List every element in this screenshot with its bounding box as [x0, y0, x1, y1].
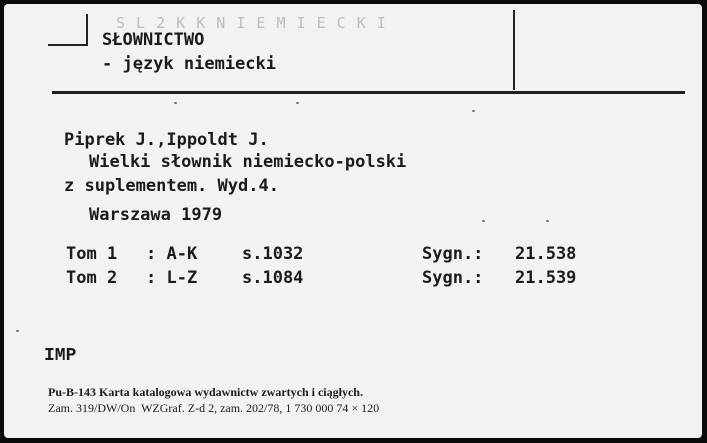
title-line-1: Wielki słownik niemiecko-polski: [89, 152, 407, 172]
speck: [472, 110, 475, 112]
speck: [16, 330, 19, 332]
footer-print-line: Zam. 319/DW/On WZGraf. Z-d 2, zam. 202/78, 1 730 000 74 × 120: [48, 401, 380, 415]
speck: [546, 220, 549, 222]
vol2-pages: s.1084: [242, 268, 304, 288]
subject-subtitle: - język niemiecki: [102, 54, 276, 74]
authors: Piprek J.,Ippoldt J.: [64, 130, 269, 150]
vol1-sygn-label: Sygn.:: [422, 244, 484, 264]
library-code: IMP: [44, 346, 77, 366]
footer-form-line: Pu-B-143 Karta katalogowa wydawnictw zwartych i ciągłych.: [48, 385, 363, 399]
header-rule: [52, 91, 685, 94]
corner-mark-horizontal: [48, 44, 88, 46]
vol1-range: : A-K: [146, 244, 198, 264]
faded-stamp-text: S L 2 K K N I E M I E C K I: [116, 14, 387, 32]
catalog-card: [4, 4, 702, 438]
speck: [482, 220, 485, 222]
vol2-tom: Tom 2: [66, 268, 118, 288]
vol2-sygn-label: Sygn.:: [422, 268, 484, 288]
vol2-sygn: 21.539: [515, 268, 577, 288]
header-divider: [513, 10, 515, 90]
title-line-2: z suplementem. Wyd.4.: [64, 176, 279, 196]
speck: [174, 102, 177, 104]
vol1-sygn: 21.538: [515, 244, 577, 264]
subject-heading: SŁOWNICTWO: [102, 30, 205, 50]
vol2-range: : L-Z: [146, 268, 198, 288]
corner-mark-vertical: [86, 14, 88, 46]
vol1-pages: s.1032: [242, 244, 304, 264]
speck: [296, 102, 299, 104]
vol1-tom: Tom 1: [66, 244, 118, 264]
place-year: Warszawa 1979: [89, 205, 223, 225]
